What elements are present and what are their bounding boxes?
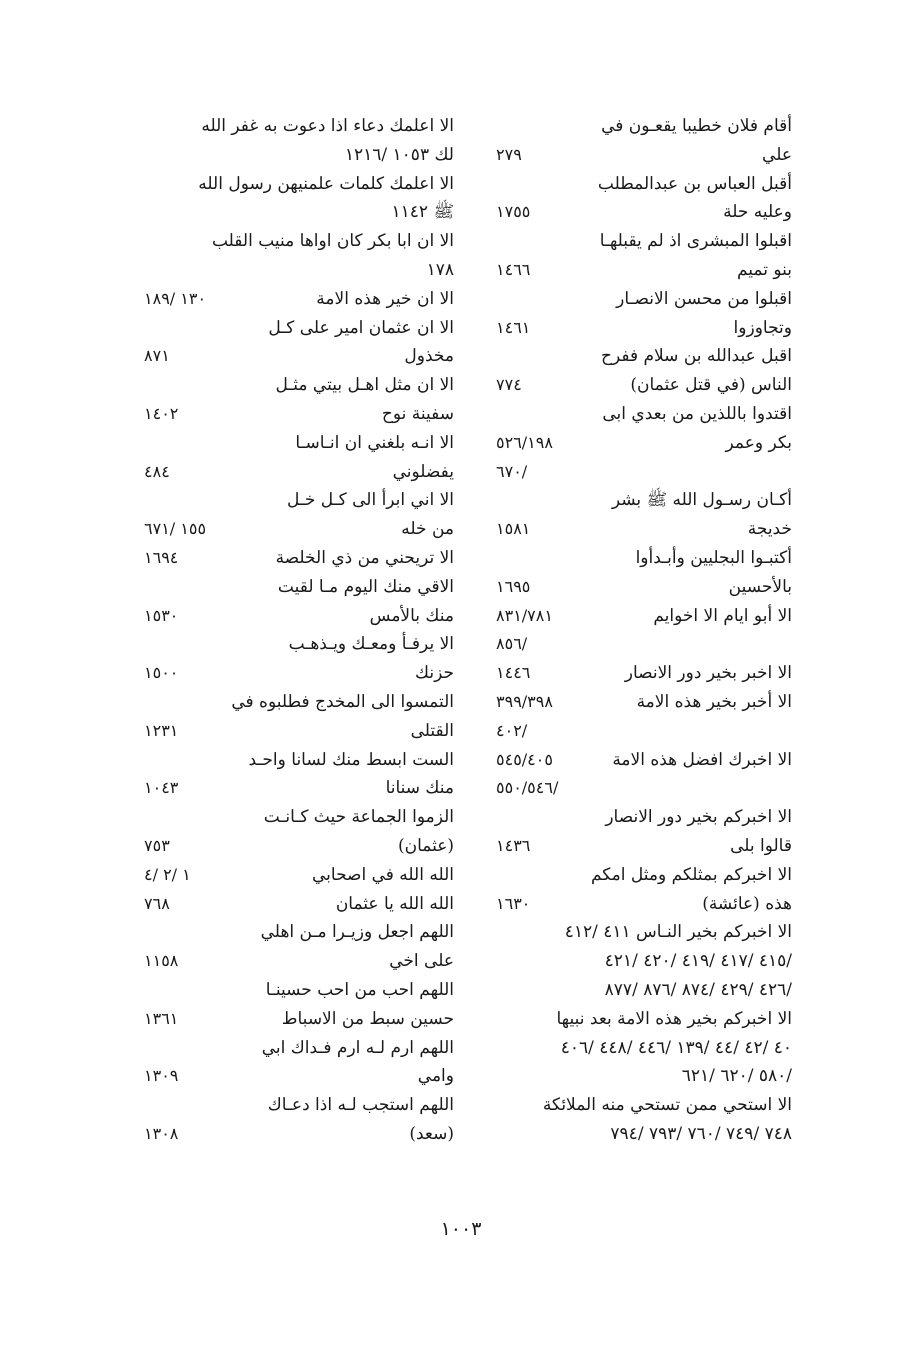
entry-text: مخذول — [404, 346, 454, 367]
index-entry-line — [124, 198, 454, 227]
index-entry-line — [462, 170, 792, 199]
entry-text: الاقي منك اليوم مـا لقيت — [277, 576, 454, 597]
index-entry-line — [462, 774, 792, 803]
index-entry-line — [124, 890, 454, 919]
entry-reference-number: ١٧٥٥ — [496, 202, 531, 222]
index-entry-line — [124, 227, 454, 256]
index-entry-line — [124, 342, 454, 371]
index-entry-line — [124, 1120, 454, 1149]
entry-reference-number: ٧٧٤ — [496, 375, 522, 395]
index-entry-line — [462, 630, 792, 659]
entry-text: الا اخبركم بمثلكم ومثل امكم — [590, 864, 792, 885]
entry-text: الا ان مثل اهـل بيتي مثـل — [275, 375, 454, 396]
entry-reference-number: ٦٧٠/ — [496, 461, 528, 481]
index-entry-line — [124, 861, 454, 890]
entry-reference-number: ١٤٠٢ — [144, 403, 179, 423]
entry-reference-number: ١٣٠٨ — [144, 1123, 179, 1143]
index-entry-line — [462, 342, 792, 371]
entry-text: الا ان خير هذه الامة — [316, 288, 454, 309]
index-entry-line — [124, 803, 454, 832]
entry-text: وتجاوزوا — [733, 317, 792, 338]
entry-text: قالوا بلى — [730, 835, 792, 856]
entry-text: الناس (في قتل عثمان) — [630, 375, 792, 396]
entry-text: أكتبـوا البجليين وأبـدأوا — [635, 547, 792, 568]
entry-text: أقبل العباس بن عبدالمطلب — [597, 173, 792, 194]
index-entry-line — [124, 1091, 454, 1120]
index-entry-line — [124, 429, 454, 458]
entry-reference-number: ١٤٦١ — [496, 317, 531, 337]
entry-text: (عثمان) — [397, 835, 454, 856]
index-entry-line — [124, 256, 454, 285]
index-entry-line — [462, 717, 792, 746]
entry-reference-number: ٨٧١ — [144, 346, 170, 366]
index-entry-line — [124, 630, 454, 659]
index-entry-line — [462, 1091, 792, 1120]
entry-text: الزموا الجماعة حيث كـانـت — [263, 807, 454, 828]
entry-reference-number: ٥٢٦/١٩٨ — [496, 432, 553, 452]
entry-reference-number: ١٤٤٦ — [496, 663, 531, 683]
index-entry-line — [462, 890, 792, 919]
entry-text: الا تريحني من ذي الخلصة — [275, 547, 454, 568]
entry-reference-number: ١٥٥ /٦٧١ — [144, 519, 207, 539]
entry-reference-number: ١٥٨١ — [496, 519, 531, 539]
entry-text: لك ١٠٥٣ /١٢١٦ — [344, 144, 454, 165]
index-entry-line — [124, 371, 454, 400]
entry-reference-number: ١٤٣٦ — [496, 835, 531, 855]
entry-text: اقبلوا من محسن الانصـار — [616, 288, 792, 309]
entry-text: سفينة نوح — [381, 403, 454, 424]
entry-text: وعليه حلة — [723, 202, 792, 223]
index-entry-line — [462, 1120, 792, 1149]
entry-text: منك بالأمس — [369, 605, 454, 626]
index-entry-line — [124, 141, 454, 170]
entry-text: الا ان عثمان امير على كـل — [268, 317, 454, 338]
entry-reference-number: ١٣٠٩ — [144, 1066, 179, 1086]
index-entry-line — [124, 112, 454, 141]
entry-text: ٤٠ /٤٢ /٤٤ /١٣٩ /٤٤٦ /٤٤٨ /٤٠٦ — [560, 1037, 792, 1058]
index-entry-line — [124, 832, 454, 861]
entry-reference-number: ١٤٦٦ — [496, 259, 531, 279]
entry-text: الا أخبر بخير هذه الامة — [636, 691, 792, 712]
entry-text: وامي — [417, 1066, 454, 1087]
index-entry-line — [462, 832, 792, 861]
entry-text: منك سنانا — [385, 778, 454, 799]
index-entry-line — [124, 717, 454, 746]
entry-text: ٧٤٨ /٧٤٩ /٧٦٠ /٧٩٣ /٧٩٤ — [610, 1123, 792, 1144]
entry-reference-number: ١١٥٨ — [144, 951, 179, 971]
entry-reference-number: ١٦٣٠ — [496, 893, 531, 913]
entry-text: الا استحي ممن تستحي منه الملائكة — [542, 1095, 792, 1116]
entry-reference-number: ١٥٣٠ — [144, 605, 179, 625]
index-entry-line — [462, 429, 792, 458]
entry-text: حزنك — [415, 663, 454, 684]
index-entry-line — [462, 141, 792, 170]
index-entry-line — [462, 515, 792, 544]
entry-text: ﷺ ١١٤٢ — [391, 202, 454, 223]
entry-text: الا اعلمك دعاء اذا دعوت به غفر الله — [201, 116, 454, 136]
index-entry-line — [462, 947, 792, 976]
entry-text: بكر وعمر — [725, 432, 792, 453]
entry-text: اقبلوا المبشرى اذ لم يقبلهـا — [599, 231, 792, 252]
entry-reference-number: ١ /٢ /٤ — [144, 864, 191, 884]
entry-text: من خله — [401, 519, 454, 540]
entry-text: حسين سبط من الاسباط — [281, 1008, 454, 1029]
index-entry-line — [124, 947, 454, 976]
index-entry-line — [124, 688, 454, 717]
index-entry-line — [462, 256, 792, 285]
entry-text: الا اخبرك افضل هذه الامة — [612, 749, 792, 770]
index-entry-line — [462, 112, 792, 141]
entry-reference-number: ٧٦٨ — [144, 893, 170, 913]
page-number: ١٠٠٣ — [440, 1218, 482, 1240]
index-entry-line — [462, 976, 792, 1005]
entry-text: اقتدوا باللذين من بعدي ابى — [602, 403, 792, 424]
index-entry-line — [462, 458, 792, 487]
index-entry-line — [124, 573, 454, 602]
index-entry-line — [124, 400, 454, 429]
entry-text: /٥٨٠ /٦٢٠ /٦٢١ — [681, 1066, 792, 1087]
index-entry-line — [124, 458, 454, 487]
entry-text: /٤١٥ /٤١٧ /٤١٩ /٤٢٠ /٤٢١ — [604, 951, 792, 972]
entry-reference-number: ١٣٠ /١٨٩ — [144, 288, 207, 308]
entry-reference-number: ١٦٩٤ — [144, 547, 179, 567]
index-entry-line — [462, 371, 792, 400]
index-entry-line — [124, 1034, 454, 1063]
entry-text: أكـان رسـول الله ﷺ بشر — [611, 490, 792, 511]
entry-text: اللهم استجب لـه اذا دعـاك — [267, 1095, 454, 1116]
entry-text: هذه (عائشة) — [702, 893, 792, 914]
index-entry-line — [462, 602, 792, 631]
index-entry-line — [124, 515, 454, 544]
entry-text: الا اني ابرأ الى كـل خـل — [286, 490, 454, 511]
index-entry-line — [462, 746, 792, 775]
entry-text: الا اخبركم بخير النـاس ٤١١ /٤١٢ — [564, 922, 792, 943]
entry-reference-number: ٣٩٩/٣٩٨ — [496, 691, 553, 711]
index-column-left — [124, 112, 454, 1149]
entry-reference-number: ١٦٩٥ — [496, 576, 531, 596]
index-entry-line — [124, 1062, 454, 1091]
index-entry-line — [462, 1005, 792, 1034]
index-entry-line — [462, 861, 792, 890]
index-entry-line — [124, 170, 454, 199]
entry-text: الست ابسط منك لسانا واحـد — [248, 749, 454, 770]
entry-reference-number: ١٥٠٠ — [144, 663, 179, 683]
entry-reference-number: ٨٥٦/ — [496, 634, 528, 654]
index-column-right — [462, 112, 792, 1149]
entry-text: اللهم ارم لـه ارم فـداك ابي — [261, 1037, 454, 1058]
entry-reference-number: ١٣٦١ — [144, 1008, 179, 1028]
index-entry-line — [462, 227, 792, 256]
entry-reference-number: ١٠٤٣ — [144, 778, 179, 798]
index-entry-line — [462, 803, 792, 832]
index-entry-line — [462, 918, 792, 947]
index-entry-line — [462, 659, 792, 688]
index-entry-line — [462, 1034, 792, 1063]
index-entry-line — [124, 774, 454, 803]
entry-text: بالأحسين — [728, 576, 792, 597]
entry-text: الا أبو ايام الا اخوايم — [653, 605, 792, 626]
index-entry-line — [124, 544, 454, 573]
index-entry-line — [462, 688, 792, 717]
entry-text: القتلى — [410, 720, 454, 741]
entry-text: على اخي — [389, 951, 454, 972]
index-entry-line — [124, 285, 454, 314]
entry-reference-number: ٥٥٠/٥٤٦/ — [496, 778, 559, 798]
entry-text: الله الله يا عثمان — [335, 893, 454, 914]
entry-text: بنو تميم — [736, 259, 792, 280]
index-entry-line — [124, 1005, 454, 1034]
index-entry-line — [462, 1062, 792, 1091]
index-entry-line — [462, 486, 792, 515]
index-entry-line — [462, 198, 792, 227]
index-entry-line — [124, 486, 454, 515]
index-entry-line — [124, 602, 454, 631]
index-entry-line — [462, 285, 792, 314]
entry-text: الا ان ابا بكر كان اواها منيب القلب — [211, 231, 454, 252]
index-entry-line — [124, 659, 454, 688]
entry-text: أقام فلان خطيبا يقعـون في — [601, 116, 792, 136]
entry-text: الا اخبركم بخير دور الانصار — [605, 807, 792, 828]
index-entry-line — [462, 314, 792, 343]
entry-text: اللهم احب من احب حسينـا — [265, 979, 454, 1000]
entry-reference-number: ٧٥٣ — [144, 835, 170, 855]
index-entry-line — [124, 918, 454, 947]
entry-text: الا انـه بلغني ان انـاسـا — [295, 432, 454, 453]
entry-text: الا يرفـأ ومعـك ويـذهـب — [288, 634, 454, 655]
entry-text: الا اخبركم بخير هذه الامة بعد نبيها — [556, 1008, 792, 1029]
entry-text: /٤٢٦ /٤٢٩ /٨٧٤ /٨٧٦ /٨٧٧ — [604, 979, 792, 1000]
entry-reference-number: ٨٣١/٧٨١ — [496, 605, 553, 625]
entry-text: اللهم اجعل وزيـرا مـن اهلي — [260, 922, 454, 943]
entry-text: اقبل عبدالله بن سلام ففرح — [601, 346, 792, 367]
index-entry-line — [124, 976, 454, 1005]
entry-text: الا اخبر بخير دور الانصار — [624, 663, 792, 684]
index-entry-line — [462, 400, 792, 429]
entry-reference-number: ٤٨٤ — [144, 461, 170, 481]
entry-text: علي — [762, 144, 792, 165]
index-entry-line — [124, 746, 454, 775]
entry-text: الا اعلمك كلمات علمنيهن رسول الله — [198, 173, 454, 194]
entry-text: ١٧٨ — [426, 259, 454, 280]
index-entry-line — [124, 314, 454, 343]
index-entry-line — [462, 544, 792, 573]
entry-text: يفضلوني — [392, 461, 454, 482]
entry-reference-number: ٤٠٢/ — [496, 720, 528, 740]
entry-text: (سعد) — [409, 1123, 454, 1144]
entry-text: الله الله في اصحابي — [311, 864, 454, 885]
entry-reference-number: ١٢٣١ — [144, 720, 179, 740]
entry-text: خديجة — [747, 519, 792, 540]
index-entry-line — [462, 573, 792, 602]
entry-text: التمسوا الى المخدج فطلبوه في — [231, 691, 454, 712]
entry-reference-number: ٥٤٥/٤٠٥ — [496, 749, 553, 769]
entry-reference-number: ٢٧٩ — [496, 144, 522, 164]
